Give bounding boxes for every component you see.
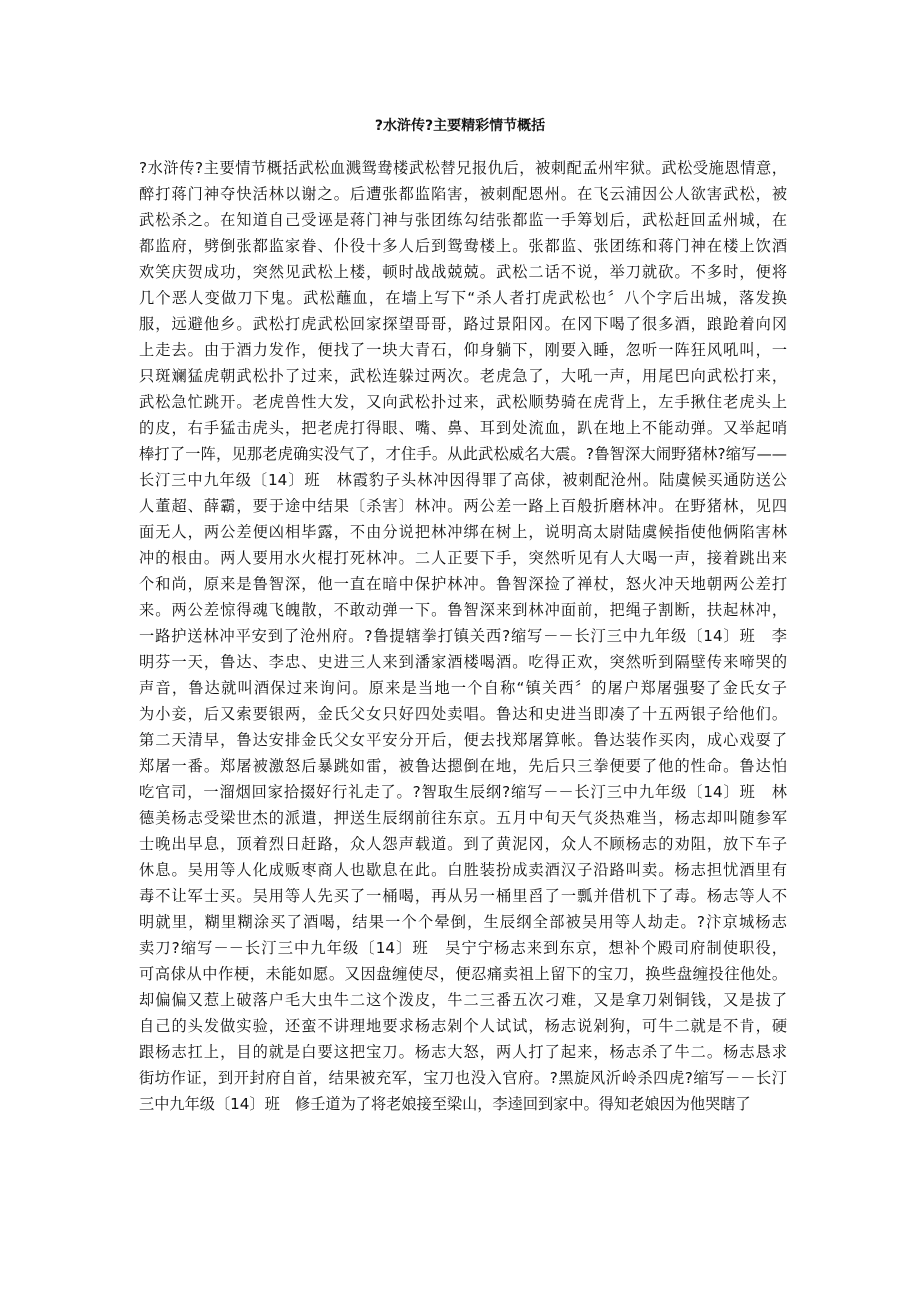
- body-text-line: 武松杀之。在知道自己受诬是蒋门神与张团练勾结张都监一手筹划后，武松赶回孟州城，在: [139, 211, 787, 229]
- body-text-line: 郑屠一番。郑屠被激怒后暴跳如雷，被鲁达摁倒在地，先后只三拳便要了他的性命。鲁达怕: [139, 757, 787, 775]
- body-text-line: 服，远避他乡。武松打虎武松回家探望哥哥，路过景阳冈。在冈下喝了很多酒，踉跄着向冈: [139, 315, 787, 333]
- body-text-line: 几个恶人变做刀下鬼。武松蘸血，在墙上写下“杀人者打虎武松也〞八个字后出城，落发换: [139, 289, 787, 307]
- body-text-line: 士晚出早息，顶着烈日赶路，众人怨声载道。到了黄泥冈，众人不顾杨志的劝阻，放下车子: [139, 835, 787, 853]
- body-text-line: 面无人，两公差便凶相毕露，不由分说把林冲绑在树上，说明高太尉陆虞候指使他俩陷害林: [139, 523, 787, 541]
- body-text-line: 长汀三中九年级〔14〕班 林霞豹子头林冲因得罪了高俅，被刺配沧州。陆虞候买通防送公: [139, 471, 787, 489]
- document-title: ?水浒传?主要精彩情节概括: [374, 118, 546, 134]
- body-text-line: 跟杨志扛上，目的就是白要这把宝刀。杨志大怒，两人打了起来，杨志杀了牛二。杨志恳求: [139, 1043, 787, 1061]
- body-text-line: 棒打了一阵，见那老虎确实没气了，才住手。从此武松威名大震。?鲁智深大闹野猪林?缩写——: [139, 445, 787, 463]
- body-text-line: 卖刀?缩写－－长汀三中九年级〔14〕班 吴宁宁杨志来到东京，想补个殿司府制使职役，: [139, 939, 787, 957]
- body-text-line: 自己的头发做实验，还蛮不讲理地要求杨志剁个人试试，杨志说剁狗，可牛二就是不肯，硬: [139, 1017, 787, 1035]
- body-text-line: ?水浒传?主要情节概括武松血溅鸳鸯楼武松替兄报仇后，被刺配孟州牢狱。武松受施恩情意，: [139, 159, 787, 177]
- body-text-line: 个和尚，原来是鲁智深，他一直在暗中保护林冲。鲁智深捡了禅杖，怒火冲天地朝两公差打: [139, 575, 787, 593]
- body-text-line: 为小妾，后又索要银两，金氏父女只好四处卖唱。鲁达和史进当即凑了十五两银子给他们。: [139, 705, 787, 723]
- document-body: [139, 155, 787, 1117]
- body-text-line: 人董超、薛霸，要于途中结果〔杀害〕林冲。两公差一路上百般折磨林冲。在野猪林，见四: [139, 497, 787, 515]
- body-text-line: 三中九年级〔14〕班 修壬道为了将老娘接至梁山，李逵回到家中。得知老娘因为他哭瞎了: [139, 1095, 751, 1113]
- body-text-line: 都监府，劈倒张都监家眷、仆役十多人后到鸳鸯楼上。张都监、张团练和蒋门神在楼上饮酒: [139, 237, 787, 255]
- body-text-line: 的皮，右手猛击虎头，把老虎打得眼、嘴、鼻、耳到处流血，趴在地上不能动弹。又举起哨: [139, 419, 787, 437]
- body-text-line: 却偏偏又惹上破落户毛大虫牛二这个泼皮，牛二三番五次刁难，又是拿刀剁铜钱，又是拔了: [139, 991, 787, 1009]
- body-text-line: 醉打蒋门神夺快活林以谢之。后遭张都监陷害，被刺配恩州。在飞云浦因公人欲害武松，被: [139, 185, 787, 203]
- body-text-line: 毒不让军士买。吴用等人先买了一桶喝，再从另一桶里舀了一瓢并借机下了毒。杨志等人不: [139, 887, 787, 905]
- body-text-line: 一路护送林冲平安到了沧州府。?鲁提辖拳打镇关西?缩写－－长汀三中九年级〔14〕班 李: [139, 627, 787, 645]
- body-text-line: 明就里，糊里糊涂买了酒喝，结果一个个晕倒，生辰纲全部被吴用等人劫走。?汴京城杨志: [139, 913, 787, 931]
- body-text-line: 欢笑庆贺成功，突然见武松上楼，顿时战战兢兢。武松二话不说，举刀就砍。不多时，便将: [139, 263, 787, 281]
- body-text-line: 武松急忙跳开。老虎兽性大发，又向武松扑过来，武松顺势骑在虎背上，左手揪住老虎头上: [139, 393, 787, 411]
- body-text-line: 吃官司，一溜烟回家拾掇好行礼走了。?智取生辰纲?缩写－－长汀三中九年级〔14〕班 林: [139, 783, 787, 801]
- body-text-line: 休息。吴用等人化成贩枣商人也歇息在此。白胜装扮成卖酒汉子沿路叫卖。杨志担忧酒里有: [139, 861, 787, 879]
- body-text-line: 来。两公差惊得魂飞魄散，不敢动弹一下。鲁智深来到林冲面前，把绳子割断，扶起林冲，: [139, 601, 787, 619]
- body-text-line: 冲的根由。两人要用水火棍打死林冲。二人正要下手，突然听见有人大喝一声，接着跳出来: [139, 549, 787, 567]
- body-text-line: 街坊作证，到开封府自首，结果被充军，宝刀也没入官府。?黑旋风沂岭杀四虎?缩写－－长汀: [139, 1069, 787, 1087]
- body-text-line: 可高俅从中作梗，未能如愿。又因盘缠使尽，便忍痛卖祖上留下的宝刀，换些盘缠投往他处。: [139, 965, 787, 983]
- body-text-line: 上走去。由于酒力发作，便找了一块大青石，仰身躺下，刚要入睡，忽听一阵狂风吼叫，一: [139, 341, 787, 359]
- body-text-line: 只斑斓猛虎朝武松扑了过来，武松连躲过两次。老虎急了，大吼一声，用尾巴向武松打来，: [139, 367, 787, 385]
- body-text-line: 第二天清早，鲁达安排金氏父女平安分开后，便去找郑屠算帐。鲁达装作买肉，成心戏耍了: [139, 731, 787, 749]
- body-text-line: 声音，鲁达就叫酒保过来询问。原来是当地一个自称“镇关西〞的屠户郑屠强娶了金氏女子: [139, 679, 787, 697]
- body-text-line: 德美杨志受梁世杰的派遣，押送生辰纲前往东京。五月中旬天气炎热难当，杨志却叫随参军: [139, 809, 787, 827]
- body-text-line: 明芬一天，鲁达、李忠、史进三人来到潘家酒楼喝酒。吃得正欢，突然听到隔壁传来啼哭的: [139, 653, 787, 671]
